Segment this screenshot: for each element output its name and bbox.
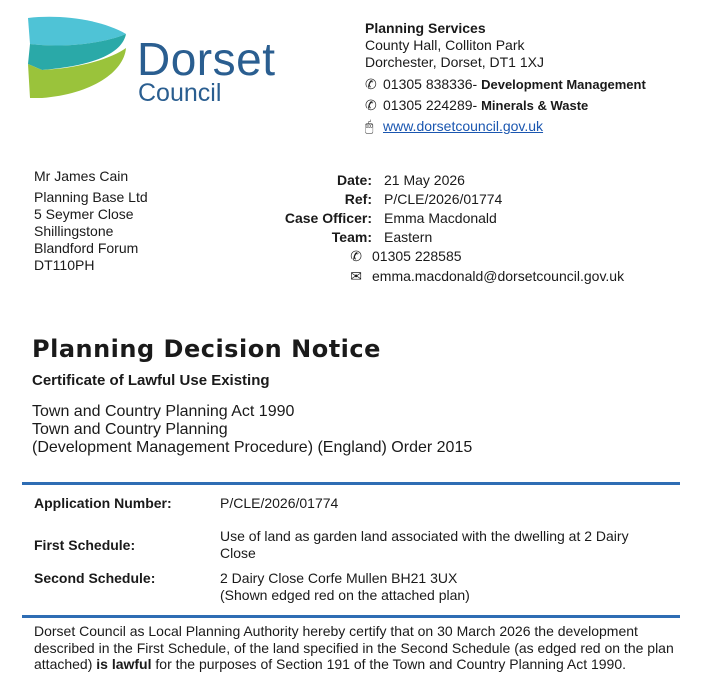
officer-phone: 01305 228585 <box>372 248 462 264</box>
schedule-table <box>34 495 660 607</box>
application-number-value: P/CLE/2026/01774 <box>220 495 339 511</box>
first-schedule-value: Use of land as garden land associated with the dwelling at 2 Dairy Close <box>220 528 629 561</box>
act-line: (Development Management Procedure) (England) Order 2015 <box>32 439 473 456</box>
letter-meta <box>255 170 624 286</box>
body-text-part: for the purposes of Section 191 of the Town and Country Planning Act 1990. <box>151 656 627 672</box>
act-line: Town and Country Planning Act 1990 <box>32 403 295 420</box>
dorset-council-logo <box>22 14 292 106</box>
address-line: 5 Seymer Close <box>34 206 134 222</box>
services-address-line: Dorchester, Dorset, DT1 1XJ <box>365 54 544 70</box>
phone-icon: ✆ <box>350 247 362 264</box>
notice-title: Planning Decision Notice <box>32 335 381 363</box>
logo-wordmark: Dorset <box>137 33 276 85</box>
second-schedule-address: 2 Dairy Close Corfe Mullen BH21 3UX <box>220 570 458 586</box>
table-row <box>34 523 660 567</box>
divider <box>22 482 680 485</box>
envelope-icon: ✉ <box>350 267 362 284</box>
body-text-part: Dorset Council as Local Planning Authority hereby certify that on 30 March 2026 the development described in the First Schedule, of the land specified in the Second Schedule (as edged red on the plan attached) <box>34 623 674 672</box>
ref-value: P/CLE/2026/01774 <box>384 190 503 207</box>
date-label: Date: <box>336 171 372 188</box>
table-row <box>34 567 660 607</box>
application-number-label: Application Number: <box>34 495 172 511</box>
website-link[interactable]: www.dorsetcouncil.gov.uk <box>383 118 544 134</box>
services-contact <box>365 20 646 137</box>
team-label: Team: <box>331 228 372 245</box>
address-line: DT110PH <box>34 257 95 273</box>
phone-row-mw <box>365 95 646 116</box>
case-officer-value: Emma Macdonald <box>384 209 497 226</box>
address-line: Blandford Forum <box>34 240 139 256</box>
legislation <box>32 403 472 457</box>
phone-row-dm <box>365 74 646 95</box>
officer-email: emma.macdonald@dorsetcouncil.gov.uk <box>372 268 625 284</box>
phone-icon: ✆ <box>365 97 377 113</box>
services-title: Planning Services <box>365 20 486 36</box>
divider <box>22 615 680 618</box>
phone-icon: ✆ <box>365 76 377 92</box>
logo-mark-icon <box>22 14 137 106</box>
team-value: Eastern <box>384 228 433 245</box>
second-schedule-value <box>220 570 660 607</box>
services-address-line: County Hall, Colliton Park <box>365 37 525 53</box>
recipient-address <box>34 168 148 274</box>
first-schedule-label: First Schedule: <box>34 537 136 553</box>
phone-number: 01305 224289- <box>383 97 478 113</box>
phone-label: Minerals & Waste <box>481 98 589 113</box>
date-value: 21 May 2026 <box>384 171 465 188</box>
phone-label: Development Management <box>481 77 646 92</box>
website-row <box>365 116 646 137</box>
address-line: Planning Base Ltd <box>34 189 148 205</box>
second-schedule-note: (Shown edged red on the attached plan) <box>220 587 470 603</box>
certification-text <box>34 623 694 673</box>
phone-number: 01305 838336- <box>383 76 478 92</box>
notice-subtitle: Certificate of Lawful Use Existing <box>32 372 270 389</box>
body-text-emphasis: is lawful <box>96 656 152 672</box>
logo-subtitle: Council <box>138 79 222 107</box>
recipient-name: Mr James Cain <box>34 168 129 184</box>
mouse-icon: 🖱︎ <box>365 118 374 134</box>
case-officer-label: Case Officer: <box>284 209 372 226</box>
table-row <box>34 495 660 523</box>
address-line: Shillingstone <box>34 223 114 239</box>
act-line: Town and Country Planning <box>32 421 228 438</box>
ref-label: Ref: <box>344 190 372 207</box>
second-schedule-label: Second Schedule: <box>34 570 156 586</box>
